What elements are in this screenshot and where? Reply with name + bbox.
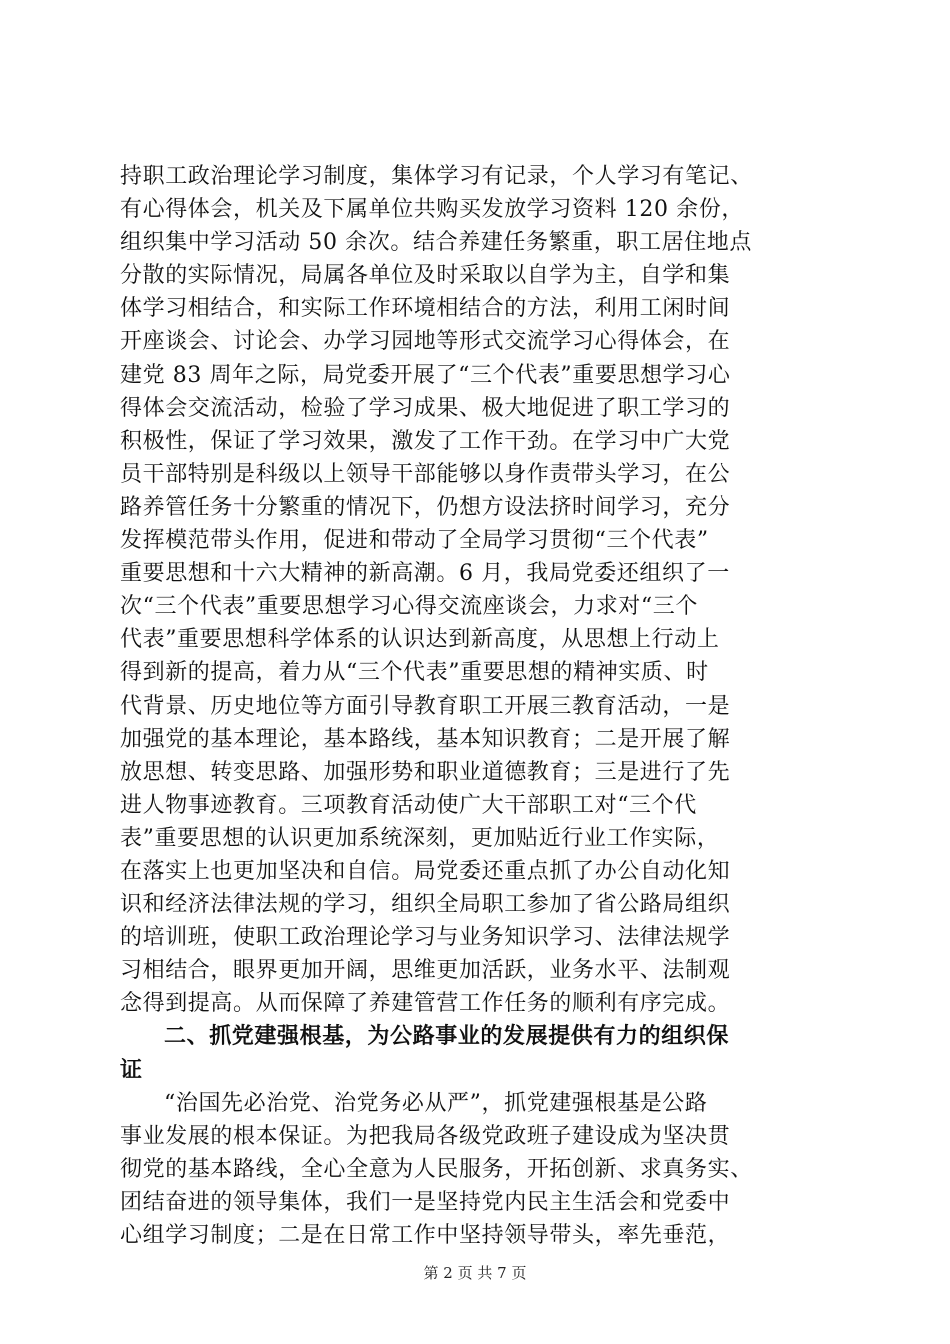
text-line: 团结奋进的领导集体，我们一是坚持党内民主生活会和党委中 [120,1189,731,1215]
text-line: 事业发展的根本保证。为把我局各级党政班子建设成为坚决贯 [120,1123,731,1149]
section-heading: 二、抓党建强根基，为公路事业的发展提供有力的组织保 [164,1024,730,1050]
text-line: 建党 83 周年之际，局党委开展了“三个代表”重要思想学习心 [120,362,731,388]
text-line: 组织集中学习活动 50 余次。结合养建任务繁重，职工居住地点 [120,230,752,256]
document-body [120,160,840,1252]
text-line: 放思想、转变思路、加强形势和职业道德教育；三是进行了先 [120,759,731,785]
text-line: 重要思想和十六大精神的新高潮。6 月，我局党委还组织了一 [120,561,730,587]
page-number: 第 2 页 共 7 页 [423,1264,527,1282]
section-heading-continued: 证 [120,1057,143,1083]
text-line: 念得到提高。从而保障了养建管营工作任务的顺利有序完成。 [120,991,731,1017]
text-line: 代背景、历史地位等方面引导教育职工开展三教育活动，一是 [120,693,731,719]
text-line: 的培训班，使职工政治理论学习与业务知识学习、法律法规学 [120,925,731,951]
text-line: 路养管任务十分繁重的情况下，仍想方设法挤时间学习，充分 [120,494,731,520]
text-line: 心组学习制度；二是在日常工作中坚持领导带头，率先垂范， [120,1223,731,1248]
text-line: 习相结合，眼界更加开阔，思维更加活跃，业务水平、法制观 [120,958,731,984]
text-line: 持职工政治理论学习制度，集体学习有记录，个人学习有笔记、 [120,164,753,189]
text-line: 开座谈会、讨论会、办学习园地等形式交流学习心得体会，在 [120,329,731,355]
text-line: 得到新的提高，着力从“三个代表”重要思想的精神实质、时 [120,660,709,686]
text-line: 有心得体会，机关及下属单位共购买发放学习资料 120 余份， [120,197,744,223]
text-line: 次“三个代表”重要思想学习心得交流座谈会，力求对“三个 [120,594,698,620]
text-line: 积极性，保证了学习效果，激发了工作干劲。在学习中广大党 [120,428,731,454]
text-line: 发挥模范带头作用，促进和带动了全局学习贯彻“三个代表” [120,528,709,554]
text-line: 表”重要思想的认识更加系统深刻，更加贴近行业工作实际， [120,825,720,851]
text-line: 员干部特别是科级以上领导干部能够以身作责带头学习，在公 [120,461,731,487]
text-line: 识和经济法律法规的学习，组织全局职工参加了省公路局组织 [120,892,731,918]
text-line: 分散的实际情况，局属各单位及时采取以自学为主，自学和集 [120,263,731,289]
text-line: 得体会交流活动，检验了学习成果、极大地促进了职工学习的 [120,395,731,421]
text-line: 彻党的基本路线，全心全意为人民服务，开拓创新、求真务实、 [120,1156,753,1182]
text-line: 在落实上也更加坚决和自信。局党委还重点抓了办公自动化知 [120,858,731,884]
text-line: 体学习相结合，和实际工作环境相结合的方法，利用工闲时间 [120,296,731,322]
text-line: 代表”重要思想科学体系的认识达到新高度，从思想上行动上 [120,627,720,653]
text-line: 进人物事迹教育。三项教育活动使广大干部职工对“三个代 [120,792,697,818]
text-line: “治国先必治党、治党务必从严”，抓党建强根基是公路 [164,1090,708,1116]
text-line: 加强党的基本理论，基本路线，基本知识教育；二是开展了解 [120,726,731,752]
